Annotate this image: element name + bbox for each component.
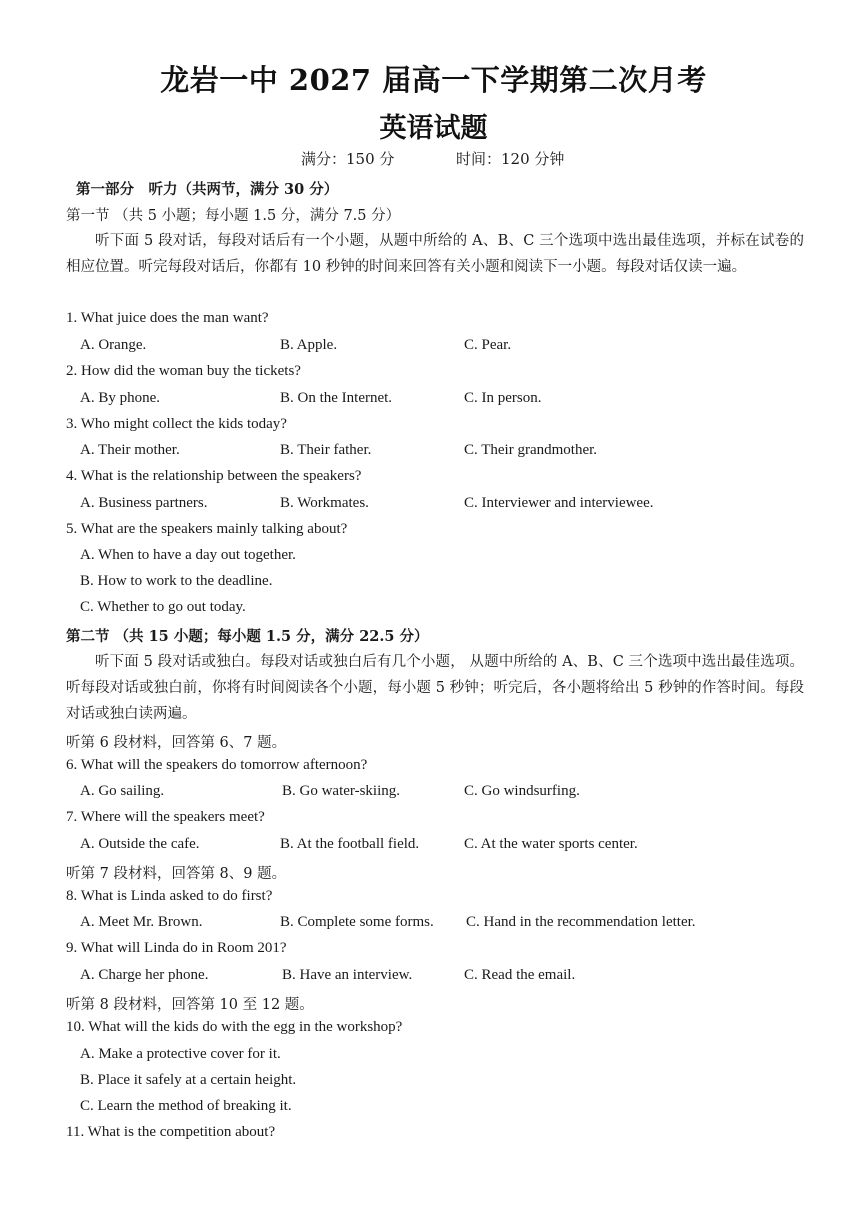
q7-option-b: B. At the football field.: [280, 836, 420, 852]
q10-option-c: C. Learn the method of breaking it.: [80, 1098, 292, 1114]
question-5: 5. What are the speakers mainly talking about?: [66, 521, 348, 537]
q7-option-a: A. Outside the cafe.: [80, 836, 200, 852]
question-10: 10. What will the kids do with the egg in the workshop?: [66, 1019, 403, 1035]
exam-subtitle: 英语试题: [379, 113, 488, 144]
material-6-note: 听第 6 段材料，回答第 6、7 题。: [66, 735, 287, 751]
q8-option-c: C. Hand in the recommendation letter.: [466, 914, 696, 930]
q10-option-a: A. Make a protective cover for it.: [80, 1046, 281, 1062]
q2-option-b: B. On the Internet.: [280, 390, 393, 406]
question-3: 3. Who might collect the kids today?: [66, 416, 287, 432]
q9-option-a: A. Charge her phone.: [80, 967, 209, 983]
q6-option-a: A. Go sailing.: [80, 783, 165, 799]
q1-option-b: B. Apple.: [280, 337, 338, 353]
q4-option-a: A. Business partners.: [80, 495, 208, 511]
q9-option-c: C. Read the email.: [464, 967, 576, 983]
q8-option-b: B. Complete some forms.: [280, 914, 434, 930]
q3-option-c: C. Their grandmother.: [464, 442, 598, 458]
q8-option-a: A. Meet Mr. Brown.: [80, 914, 203, 930]
question-8: 8. What is Linda asked to do first?: [66, 888, 273, 904]
part1-heading: 第一部分 听力（共两节，满分 30 分）: [76, 181, 339, 198]
q2-option-a: A. By phone.: [80, 390, 160, 406]
q6-option-b: B. Go water-skiing.: [282, 783, 401, 799]
question-9: 9. What will Linda do in Room 201?: [66, 940, 287, 956]
section2-heading: 第二节 （共 15 小题；每小题 1.5 分，满分 22.5 分）: [66, 628, 429, 645]
question-6: 6. What will the speakers do tomorrow afternoon?: [66, 757, 368, 773]
question-2: 2. How did the woman buy the tickets?: [66, 363, 301, 379]
q1-option-c: C. Pear.: [464, 337, 512, 353]
q5-option-c: C. Whether to go out today.: [80, 599, 246, 615]
question-11: 11. What is the competition about?: [66, 1124, 276, 1140]
q3-option-a: A. Their mother.: [80, 442, 180, 458]
q4-option-c: C. Interviewer and interviewee.: [464, 495, 654, 511]
q6-option-c: C. Go windsurfing.: [464, 783, 580, 799]
q7-option-c: C. At the water sports center.: [464, 836, 638, 852]
material-8-note: 听第 8 段材料，回答第 10 至 12 题。: [66, 997, 314, 1013]
q4-option-b: B. Workmates.: [280, 495, 369, 511]
full-score: 满分：150 分: [301, 150, 395, 168]
question-4: 4. What is the relationship between the speakers?: [66, 468, 362, 484]
exam-title: 龙岩一中 2027 届高一下学期第二次月考: [160, 63, 707, 97]
section1-instructions: 听下面 5 段对话，每段对话后有一个小题，从题中所给的 A、B、C 三个选项中选出最佳选项，并标在试卷的相应位置。听完每段对话后，你都有 10 秒钟的时间来回答有关小题和阅读下一小题。每段对话仅读一遍。: [66, 233, 804, 276]
question-1: 1. What juice does the man want?: [66, 310, 269, 326]
q10-option-b: B. Place it safely at a certain height.: [80, 1072, 297, 1088]
exam-time: 时间：120 分钟: [456, 150, 565, 168]
section1-heading: 第一节 （共 5 小题；每小题 1.5 分，满分 7.5 分）: [66, 208, 401, 224]
q9-option-b: B. Have an interview.: [282, 967, 413, 983]
q3-option-b: B. Their father.: [280, 442, 372, 458]
q1-option-a: A. Orange.: [80, 337, 147, 353]
question-7: 7. Where will the speakers meet?: [66, 809, 265, 825]
material-7-note: 听第 7 段材料，回答第 8、9 题。: [66, 866, 287, 882]
q5-option-a: A. When to have a day out together.: [80, 547, 296, 563]
q5-option-b: B. How to work to the deadline.: [80, 573, 273, 589]
section2-instructions: 听下面 5 段对话或独白。每段对话或独白后有几个小题， 从题中所给的 A、B、C 三个选项中选出最佳选项。听每段对话或独白前，你将有时间阅读各个小题，每小题 5 秒钟；听完后，各小题将给出 5 秒钟的作答时间。每段对话或独白读两遍。: [66, 654, 804, 723]
q2-option-c: C. In person.: [464, 390, 542, 406]
